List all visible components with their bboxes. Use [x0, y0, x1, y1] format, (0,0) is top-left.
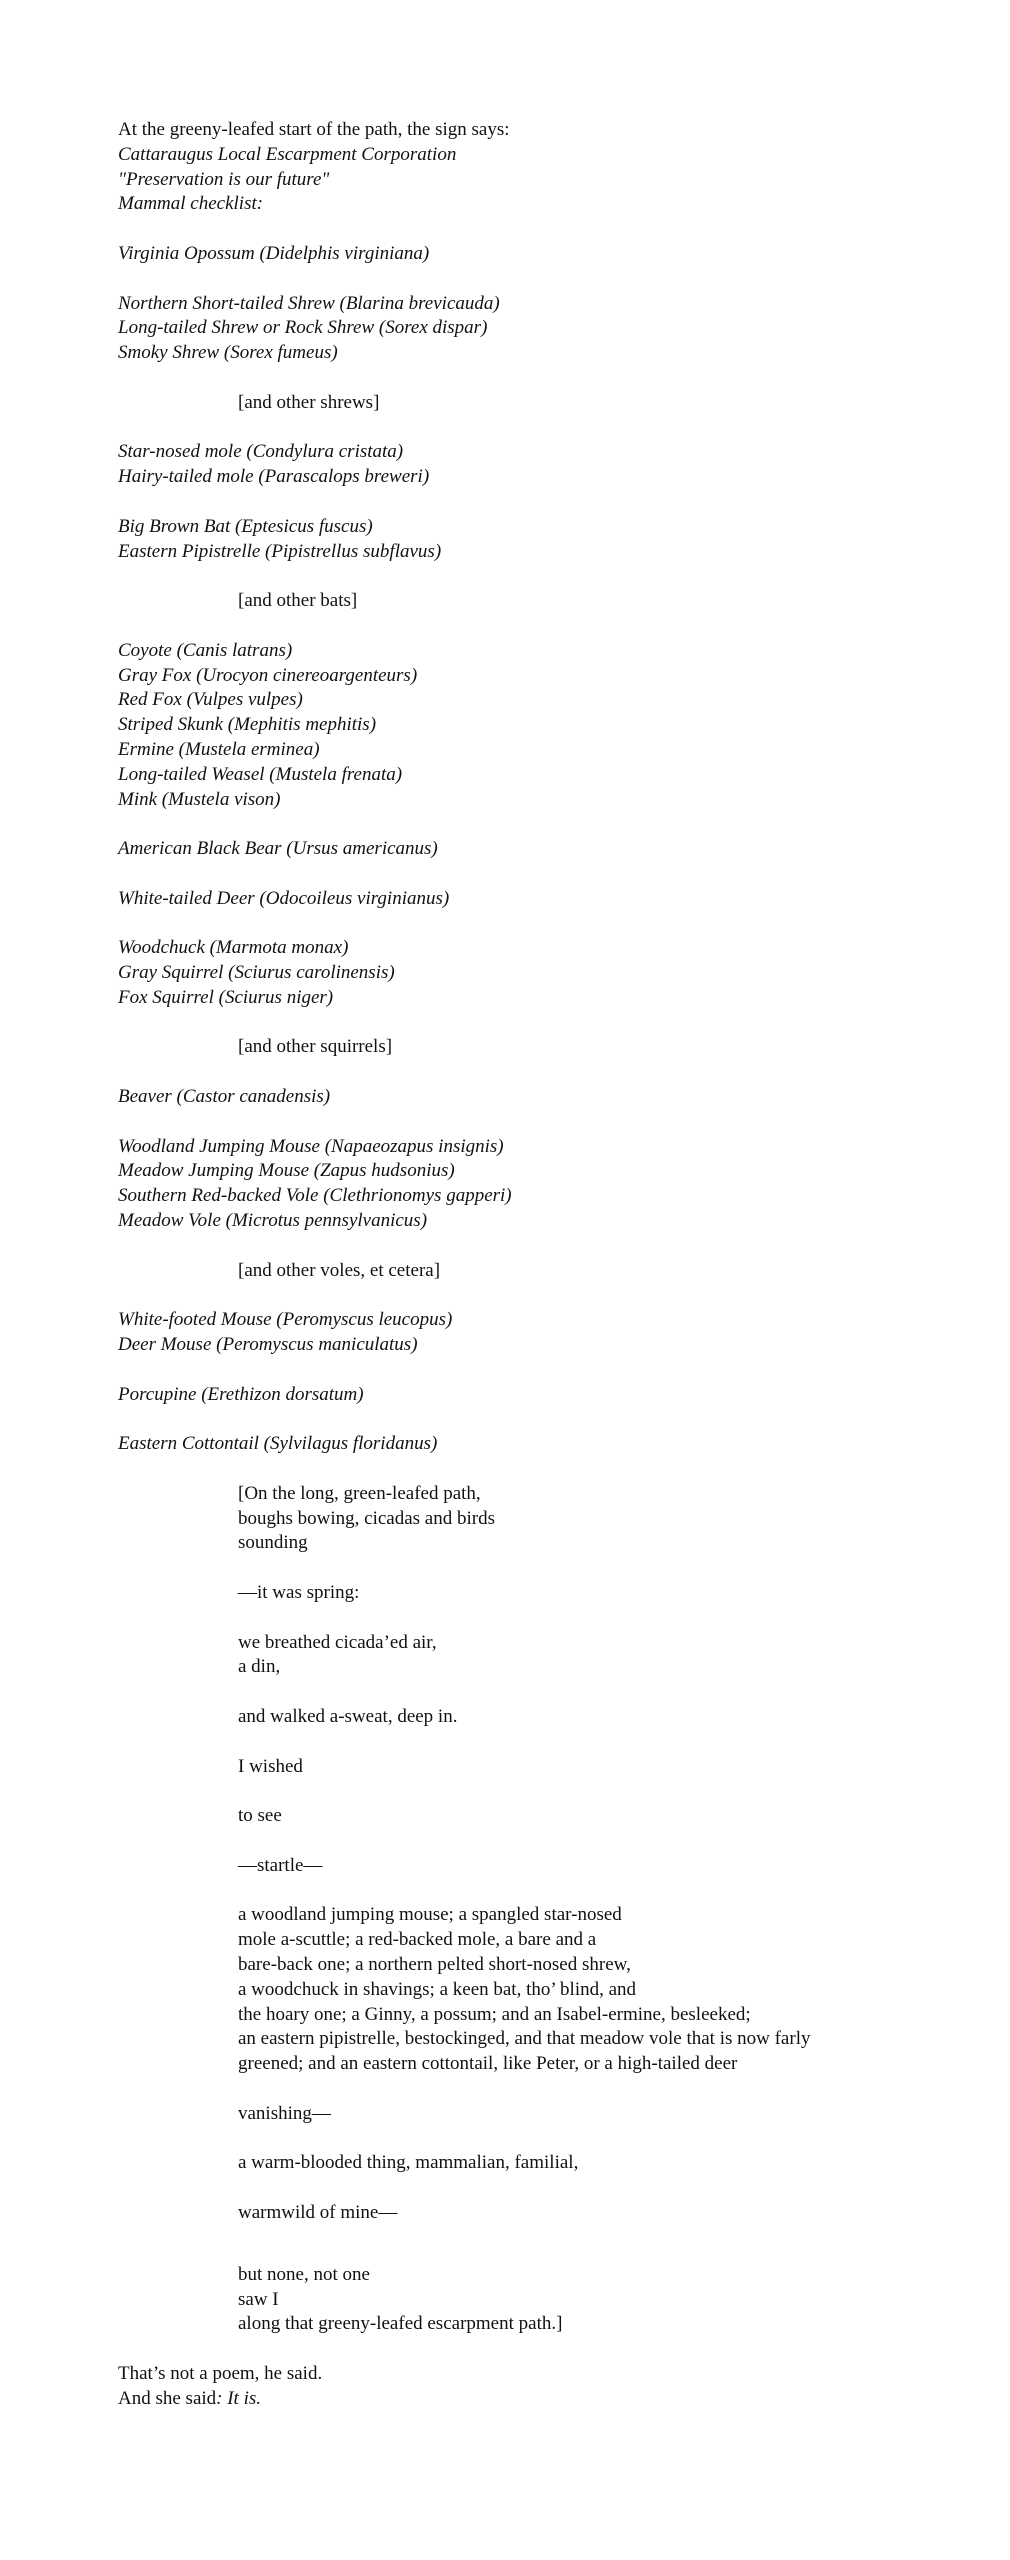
checklist-entry: Northern Short-tailed Shrew (Blarina brevicauda): [118, 292, 500, 314]
checklist-entry: American Black Bear (Ursus americanus): [118, 838, 438, 860]
poem-line: mole a-scuttle; a red-backed mole, a bare and a: [238, 1929, 597, 1951]
checklist-entry: Long-tailed Weasel (Mustela frenata): [118, 763, 403, 785]
checklist-entry: Virginia Opossum (Didelphis virginiana): [118, 242, 430, 264]
ending-speaker: And she said: [118, 2387, 217, 2409]
checklist-entry: Ermine (Mustela erminea): [118, 738, 320, 760]
ending-line: [118, 2387, 978, 2412]
poem-line: greened; and an eastern cottontail, like Peter, or a high-tailed deer: [238, 2053, 738, 2075]
poem-line: a woodchuck in shavings; a keen bat, tho’ blind, and: [238, 1978, 637, 2000]
poem-line: saw I: [238, 2288, 279, 2310]
checklist-entry: Meadow Jumping Mouse (Zapus hudsonius): [118, 1160, 455, 1182]
poem-line: vanishing—: [238, 2102, 331, 2124]
poem-line: along that greeny-leafed escarpment path.]: [238, 2313, 563, 2335]
sign-motto: "Preservation is our future": [118, 168, 330, 190]
checklist-note: [and other shrews]: [238, 391, 380, 413]
poem-line: the hoary one; a Ginny, a possum; and an Isabel-ermine, besleeked;: [238, 2003, 751, 2025]
checklist-entry: White-footed Mouse (Peromyscus leucopus): [118, 1309, 453, 1331]
poem-line: but none, not one: [238, 2263, 370, 2285]
checklist-entry: Deer Mouse (Peromyscus maniculatus): [118, 1334, 418, 1356]
checklist-entry: Red Fox (Vulpes vulpes): [118, 689, 303, 711]
checklist-entry: Southern Red-backed Vole (Clethrionomys gapperi): [118, 1185, 512, 1207]
ending-colon-reply: : It is.: [216, 2387, 262, 2409]
poem-line: a woodland jumping mouse; a spangled star-nosed: [238, 1904, 622, 1926]
checklist-entry: Fox Squirrel (Sciurus niger): [118, 986, 334, 1008]
sign-organization: Cattaraugus Local Escarpment Corporation: [118, 143, 457, 165]
checklist-note: [and other squirrels]: [238, 1036, 393, 1058]
checklist-entry: Gray Squirrel (Sciurus carolinensis): [118, 962, 395, 984]
checklist-entry: Woodchuck (Marmota monax): [118, 937, 349, 959]
poem-line: boughs bowing, cicadas and birds: [238, 1507, 495, 1529]
poem-line: sounding: [238, 1532, 308, 1554]
poem-line: [On the long, green-leafed path,: [238, 1482, 481, 1504]
checklist-entry: Woodland Jumping Mouse (Napaeozapus insignis): [118, 1135, 504, 1157]
poem-line: —startle—: [238, 1854, 323, 1876]
checklist-entry: Coyote (Canis latrans): [118, 639, 293, 661]
checklist-entry: Eastern Cottontail (Sylvilagus floridanus): [118, 1433, 438, 1455]
poem-line: a din,: [238, 1656, 281, 1678]
poem-line: a warm-blooded thing, mammalian, familial,: [238, 2152, 579, 2174]
poem-line: and walked a-sweat, deep in.: [238, 1706, 458, 1727]
poem-line: an eastern pipistrelle, bestockinged, and that meadow vole that is now farly: [238, 2028, 811, 2050]
checklist-entry: Smoky Shrew (Sorex fumeus): [118, 342, 338, 364]
poem-line: we breathed cicada’ed air,: [238, 1631, 437, 1653]
checklist-heading: Mammal checklist:: [118, 193, 264, 215]
document-text: [118, 118, 978, 2412]
poem-line: warmwild of mine—: [238, 2201, 398, 2223]
ending-line: That’s not a poem, he said.: [118, 2362, 323, 2384]
checklist-entry: Gray Fox (Urocyon cinereoargenteurs): [118, 664, 418, 686]
checklist-note: [and other bats]: [238, 590, 358, 612]
checklist-entry: Eastern Pipistrelle (Pipistrellus subflavus): [118, 540, 442, 562]
poem-line: bare-back one; a northern pelted short-nosed shrew,: [238, 1953, 631, 1975]
checklist-entry: Striped Skunk (Mephitis mephitis): [118, 714, 377, 736]
checklist-entry: White-tailed Deer (Odocoileus virginianus): [118, 887, 450, 909]
checklist-entry: Mink (Mustela vison): [118, 788, 281, 810]
checklist-note: [and other voles, et cetera]: [238, 1259, 441, 1281]
poem-line: to see: [238, 1805, 282, 1827]
poem-line: —it was spring:: [238, 1582, 360, 1604]
intro-line: At the greeny-leafed start of the path, the sign says:: [118, 119, 510, 140]
poem-line: I wished: [238, 1755, 303, 1777]
checklist-entry: Long-tailed Shrew or Rock Shrew (Sorex dispar): [118, 317, 488, 339]
checklist-entry: Star-nosed mole (Condylura cristata): [118, 441, 404, 463]
checklist-entry: Meadow Vole (Microtus pennsylvanicus): [118, 1210, 428, 1232]
checklist-entry: Big Brown Bat (Eptesicus fuscus): [118, 515, 373, 537]
checklist-entry: Beaver (Castor canadensis): [118, 1086, 331, 1108]
checklist-entry: Porcupine (Erethizon dorsatum): [118, 1383, 364, 1405]
checklist-entry: Hairy-tailed mole (Parascalops breweri): [118, 466, 430, 488]
